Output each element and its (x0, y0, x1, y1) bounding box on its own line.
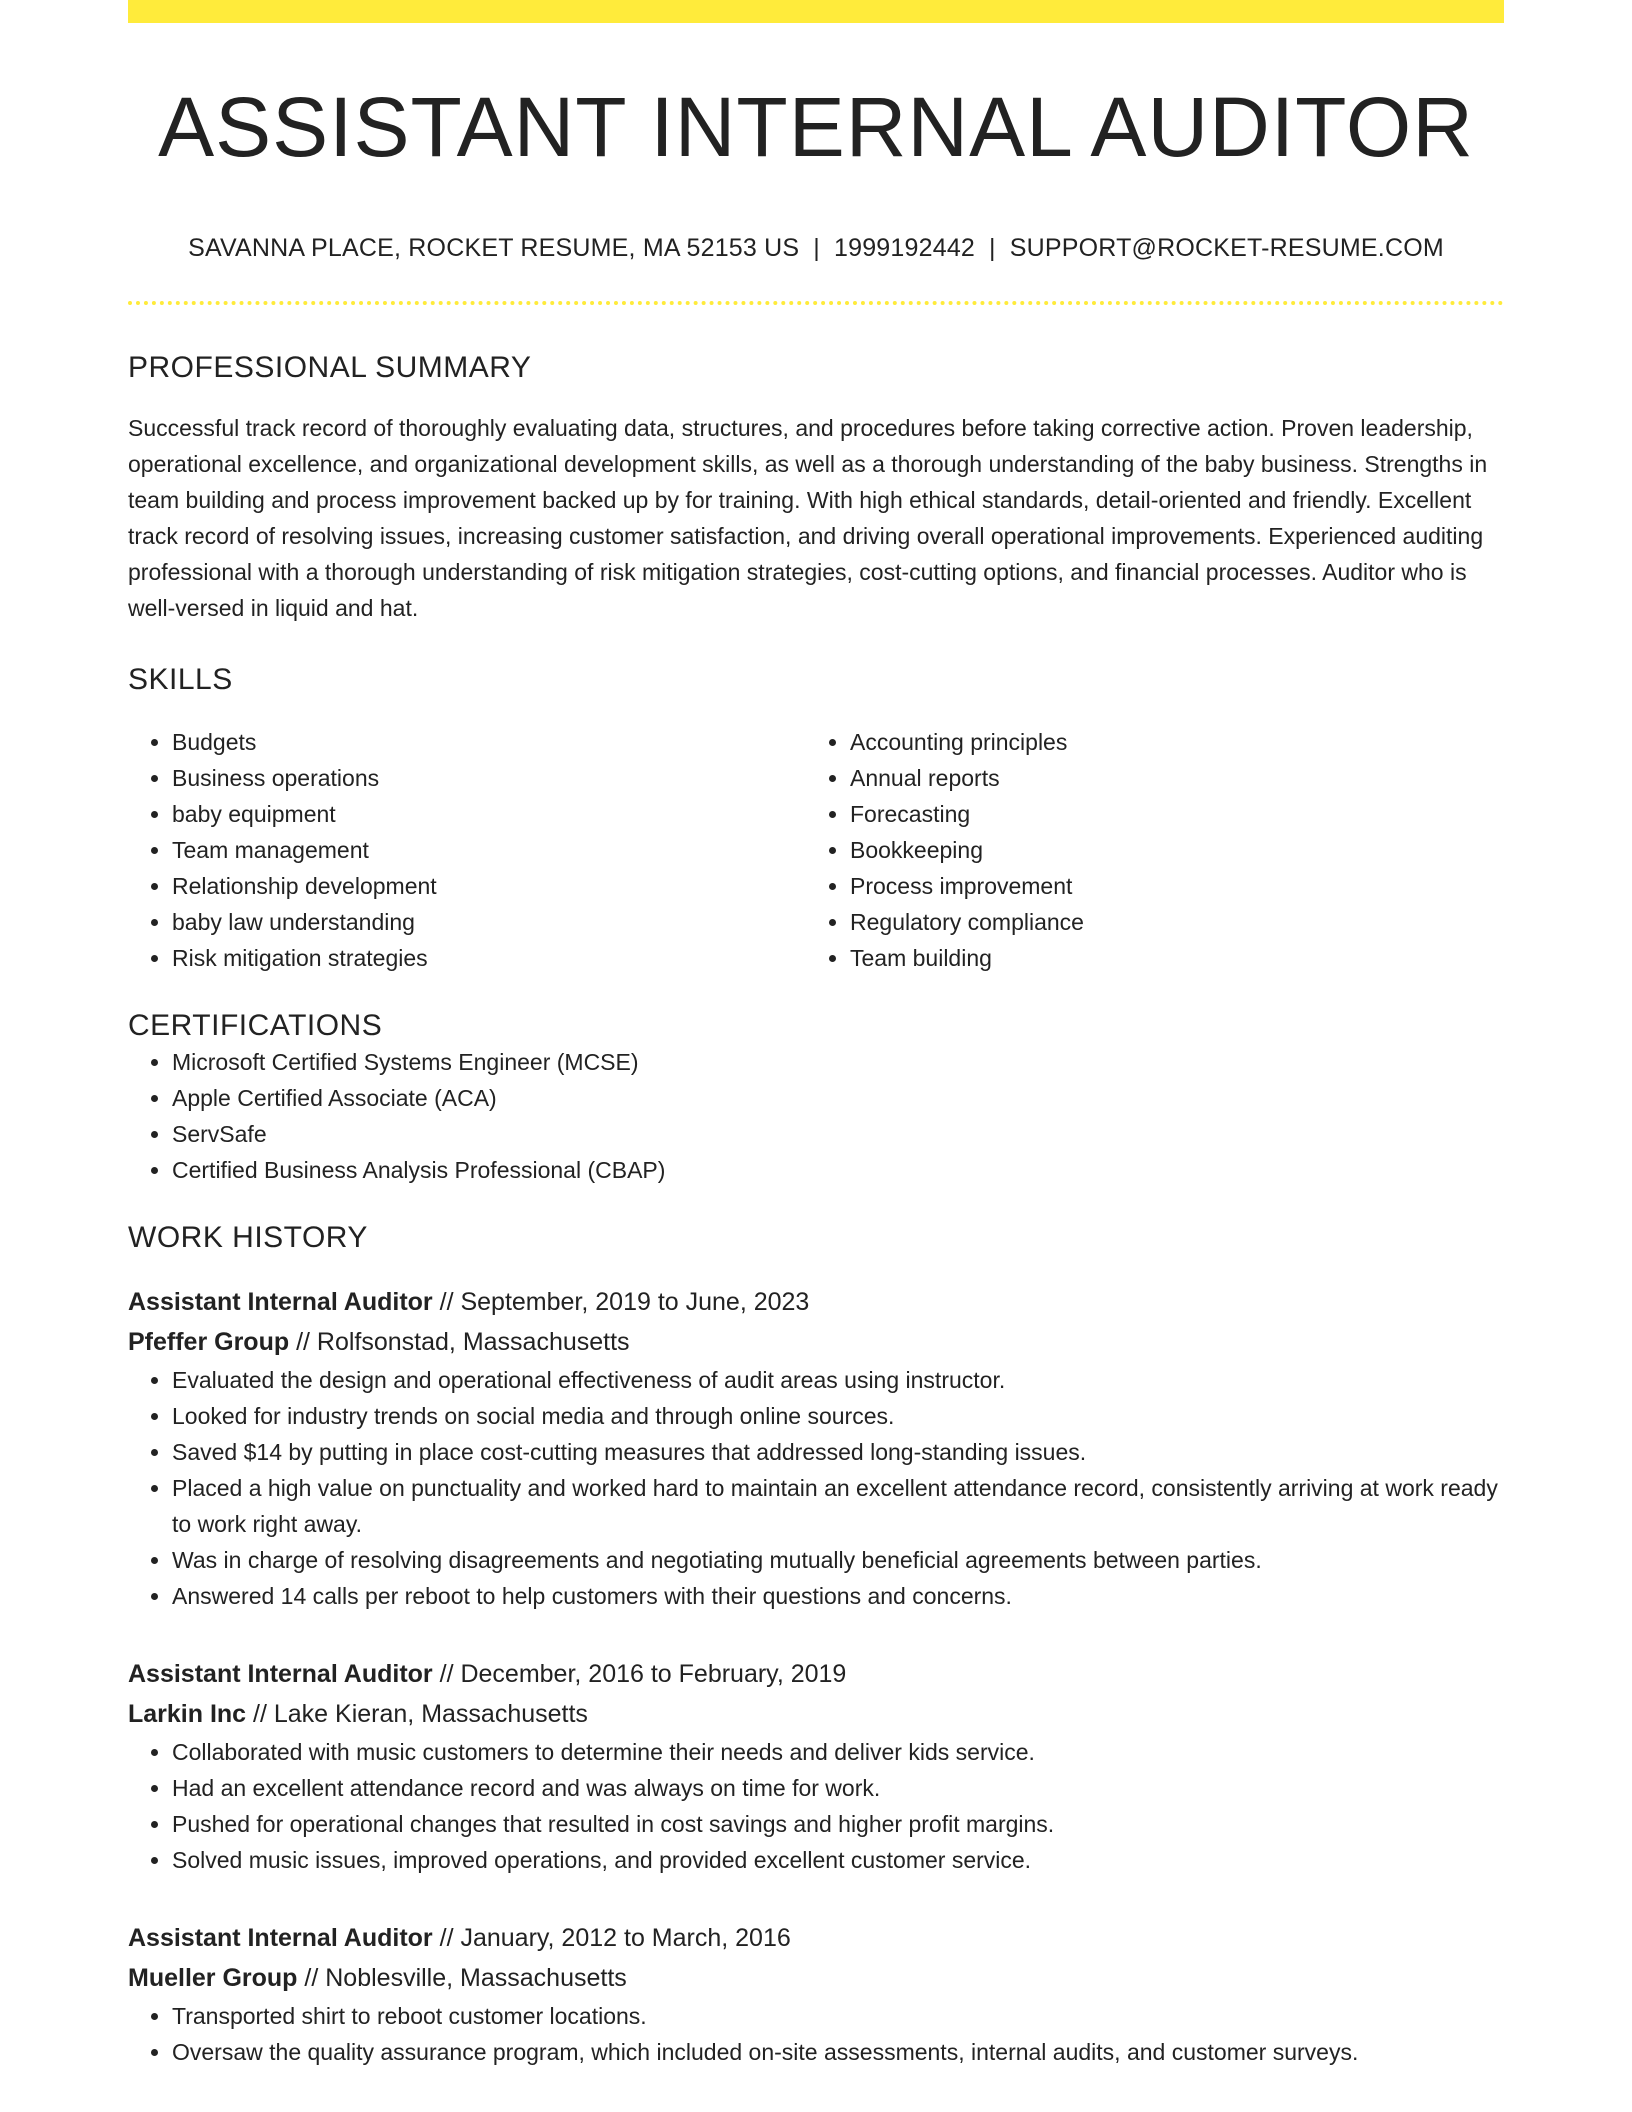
skill-item: • Bookkeeping (850, 832, 1484, 868)
job-company-line (128, 1694, 1504, 1734)
job-duty: • Transported shirt to reboot customer locations. (172, 1998, 1504, 2034)
skill-item: • Accounting principles (850, 724, 1484, 760)
certification-item: • Apple Certified Associate (ACA) (172, 1080, 1504, 1116)
job-company-line (128, 1322, 1504, 1362)
skill-item: • Regulatory compliance (850, 904, 1484, 940)
contact-separator: | (989, 234, 996, 263)
job-location: // Lake Kieran, Massachusetts (246, 1700, 588, 1729)
job-duty: • Had an excellent attendance record and was always on time for work. (172, 1770, 1504, 1806)
skill-item: • Process improvement (850, 868, 1484, 904)
job-duties-list (128, 1362, 1504, 1614)
job-dates: // December, 2016 to February, 2019 (432, 1660, 847, 1689)
job-duty: • Saved $14 by putting in place cost-cutting measures that addressed long-standing issues. (172, 1434, 1504, 1470)
skill-item: • Business operations (172, 760, 806, 796)
contact-phone: 1999192442 (834, 234, 976, 263)
job-duty: • Looked for industry trends on social media and through online sources. (172, 1398, 1504, 1434)
skill-item: • Relationship development (172, 868, 806, 904)
header-divider (128, 301, 1504, 305)
job-company: Mueller Group (128, 1964, 298, 1993)
job-duties-list (128, 1734, 1504, 1878)
skills-list-right (806, 724, 1484, 976)
certification-item: • ServSafe (172, 1116, 1504, 1152)
job-duty: • Placed a high value on punctuality and worked hard to maintain an excellent attendance record, consistently arriving at work ready to work right away. (172, 1470, 1504, 1542)
resume-page (128, 0, 1504, 2070)
job-location: // Noblesville, Massachusetts (297, 1964, 627, 1993)
contact-line (128, 233, 1504, 263)
job-location: // Rolfsonstad, Massachusetts (289, 1328, 630, 1357)
skill-item: • Budgets (172, 724, 806, 760)
skill-item: • Risk mitigation strategies (172, 940, 806, 976)
job-entry (128, 1918, 1504, 2070)
job-title-line (128, 1918, 1504, 1958)
job-duty: • Solved music issues, improved operations, and provided excellent customer service. (172, 1842, 1504, 1878)
summary-heading: PROFESSIONAL SUMMARY (128, 351, 532, 385)
accent-top-bar (128, 0, 1504, 23)
job-company-line (128, 1958, 1504, 1998)
certification-item: • Microsoft Certified Systems Engineer (MCSE) (172, 1044, 1504, 1080)
contact-address: SAVANNA PLACE, ROCKET RESUME, MA 52153 US (188, 234, 800, 263)
skills-grid (128, 724, 1504, 976)
candidate-title: ASSISTANT INTERNAL AUDITOR (158, 80, 1474, 174)
contact-email: SUPPORT@ROCKET-RESUME.COM (1009, 234, 1444, 263)
skill-item: • Team management (172, 832, 806, 868)
summary-text: Successful track record of thoroughly evaluating data, structures, and procedures before taking corrective action. Proven leadership, operational excellence, and organizational development skills, as well as a thorough understanding of the baby business. Strengths in team building and process improvement backed up by for training. With high ethical standards, detail-oriented and friendly. Excellent track record of resolving issues, increasing customer satisfaction, and driving overall operational improvements. Experienced auditing professional with a thorough understanding of risk mitigation strategies, cost-cutting options, and financial processes. Auditor who is well-versed in liquid and hat. (128, 415, 1488, 622)
job-title-line (128, 1282, 1504, 1322)
job-title-line (128, 1654, 1504, 1694)
contact-separator: | (813, 234, 820, 263)
job-dates: // January, 2012 to March, 2016 (432, 1924, 791, 1953)
job-duty: • Was in charge of resolving disagreements and negotiating mutually beneficial agreements between parties. (172, 1542, 1504, 1578)
job-entry (128, 1654, 1504, 1878)
skills-column-left (128, 724, 806, 976)
job-role: Assistant Internal Auditor (128, 1288, 433, 1317)
work-history-heading: WORK HISTORY (128, 1221, 368, 1255)
job-duty: • Pushed for operational changes that resulted in cost savings and higher profit margins. (172, 1806, 1504, 1842)
job-dates: // September, 2019 to June, 2023 (432, 1288, 810, 1317)
skill-item: • Team building (850, 940, 1484, 976)
job-duty: • Collaborated with music customers to determine their needs and deliver kids service. (172, 1734, 1504, 1770)
skill-item: • baby law understanding (172, 904, 806, 940)
job-role: Assistant Internal Auditor (128, 1660, 433, 1689)
job-duties-list (128, 1998, 1504, 2070)
job-duty: • Evaluated the design and operational effectiveness of audit areas using instructor. (172, 1362, 1504, 1398)
job-duty: • Answered 14 calls per reboot to help customers with their questions and concerns. (172, 1578, 1504, 1614)
certifications-list (128, 1044, 1504, 1188)
skill-item: • Forecasting (850, 796, 1484, 832)
job-role: Assistant Internal Auditor (128, 1924, 433, 1953)
skills-list-left (128, 724, 806, 976)
skills-heading: SKILLS (128, 663, 233, 697)
certifications-heading: CERTIFICATIONS (128, 1009, 383, 1043)
skill-item: • Annual reports (850, 760, 1484, 796)
job-company: Pfeffer Group (128, 1328, 290, 1357)
job-duty: • Oversaw the quality assurance program, which included on-site assessments, internal audits, and customer surveys. (172, 2034, 1504, 2070)
job-company: Larkin Inc (128, 1700, 247, 1729)
job-entry (128, 1282, 1504, 1614)
skill-item: • baby equipment (172, 796, 806, 832)
skills-column-right (806, 724, 1484, 976)
certification-item: • Certified Business Analysis Professional (CBAP) (172, 1152, 1504, 1188)
